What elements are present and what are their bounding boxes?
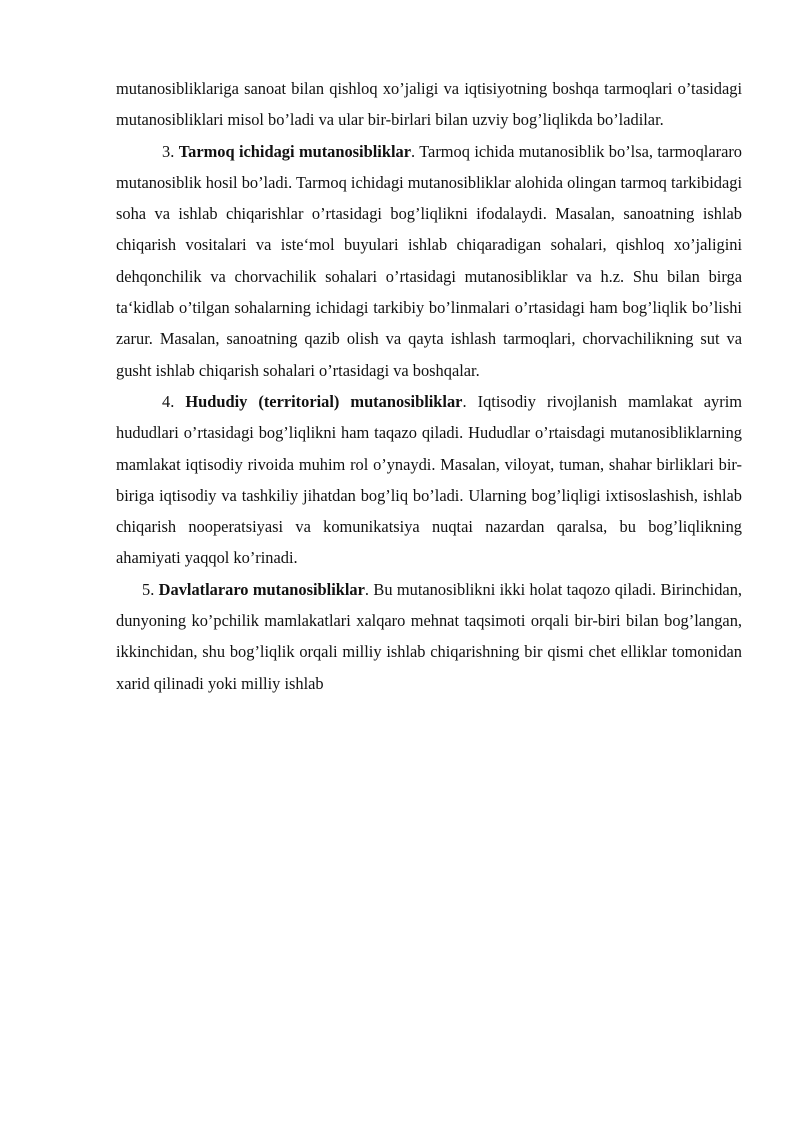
paragraph-intro-text: mutanosibliklariga sanoat bilan qishloq xo’jaligi va iqtisiyotning boshqa tarmoqlari o’tasidagi mutanosibliklari misol bo’ladi va ular bir-birlari bilan uzviy bog’liqlikda bo’ladilar. xyxy=(116,79,742,130)
paragraph-5-number: 5. xyxy=(142,579,159,599)
paragraph-4-heading: Hududiy (territorial) mutanosibliklar xyxy=(185,391,463,411)
paragraph-4-number: 4. xyxy=(162,391,186,411)
paragraph-5-text: . Bu mutanosiblikni ikki holat taqozo qiladi. Birinchidan, dunyoning ko’pchilik mamlakatlari xalqaro mehnat taqsimoti orqali bir-biri bilan bog’langan, ikkinchidan, shu bog’liqlik orqali milliy ishlab chiqarishning bir qismi chet elliklar tomonidan xarid qilinadi yoki milliy ishlab xyxy=(116,579,742,693)
paragraph-3 xyxy=(116,136,742,386)
paragraph-4 xyxy=(116,386,742,574)
paragraph-4-text: . Iqtisodiy rivojlanish mamlakat ayrim hududlari o’rtasidagi bog’liqlikni ham taqazo qiladi. Hududlar o’rtaisdagi mutanosibliklarning mamlakat iqtisodiy rivoida muhim rol o’ynaydi. Masalan, viloyat, tuman, shahar birliklari bir-biriga iqtisodiy va tashkiliy jihatdan bog’liq bo’ladi. Ularning bog’liqligi ixtisoslashish, ishlab chiqarish nooperatsiyasi va komunikatsiya nuqtai nazardan qaralsa, bu bog’liqlikning ahamiyati yaqqol ko’rinadi. xyxy=(116,391,743,568)
paragraph-5 xyxy=(116,574,742,699)
paragraph-3-heading: Tarmoq ichidagi mutanosibliklar xyxy=(178,141,411,161)
paragraph-intro xyxy=(116,73,742,136)
paragraph-5-heading: Davlatlararo mutanosibliklar xyxy=(158,579,365,599)
paragraph-3-number: 3. xyxy=(162,141,179,161)
document-body xyxy=(116,73,742,699)
paragraph-3-text: . Tarmoq ichida mutanosiblik bo’lsa, tarmoqlararo mutanosiblik hosil bo’ladi. Tarmoq ichidagi mutanosibliklar alohida olingan tarmoq tarkibidagi soha va ishlab chiqarishlar o’rtasidagi bog’liqlikni ifodalaydi. Masalan, sanoatning ishlab chiqarish vositalari va iste‘mol buyulari ishlab chiqaradigan sohalari, qishloq xo’jaligini dehqonchilik va chorvachilik sohalari o’rtasidagi mutanosibliklar va h.z. Shu bilan birga ta‘kidlab o’tilgan sohalarning ichidagi tarkibiy bo’linmalari o’rtasidagi ham bog’liqlik bo’lishi zarur. Masalan, sanoatning qazib olish va qayta ishlash tarmoqlari, chorvachilikning sut va gusht ishlab chiqarish sohalari o’rtasidagi va boshqalar. xyxy=(116,141,743,380)
